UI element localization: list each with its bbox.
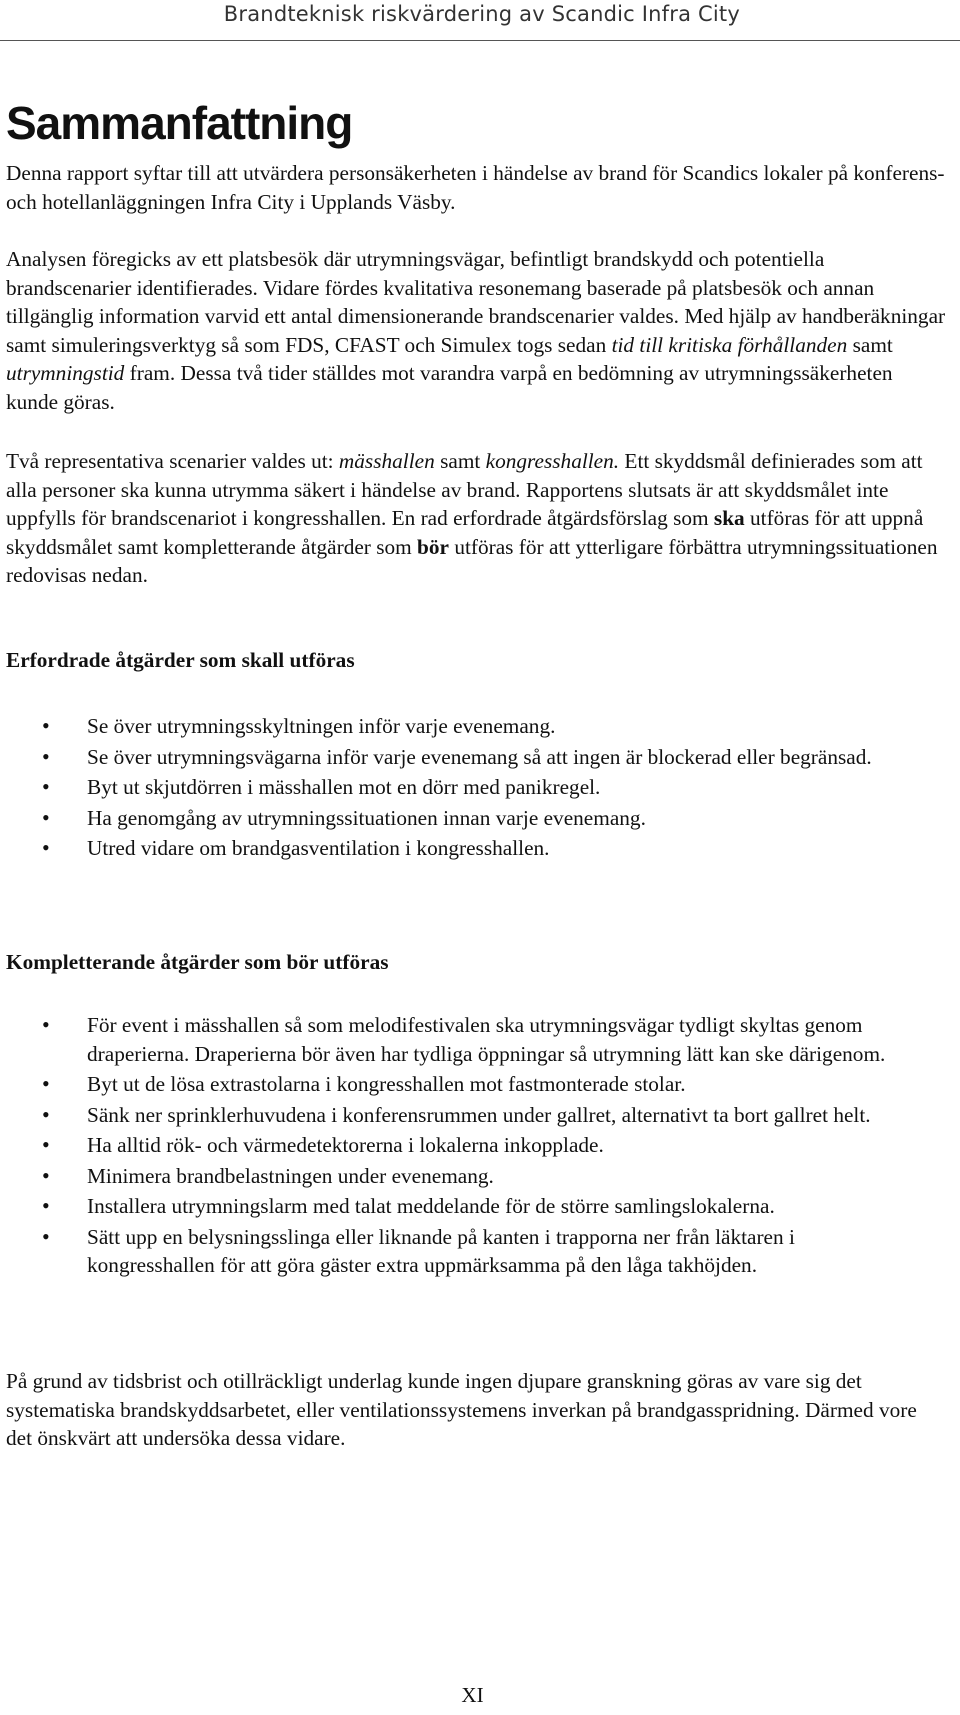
analysis-term-evacuation-time: utrymningstid <box>6 361 125 385</box>
list-item <box>0 1101 917 1130</box>
bullet-icon: • <box>42 1071 50 1096</box>
scenarios-term-ska: ska <box>713 506 745 530</box>
list-item <box>0 1131 917 1160</box>
list-item <box>0 743 917 772</box>
list-item <box>0 712 917 741</box>
list-item-text: Utred vidare om brandgasventilation i kongresshallen. <box>87 836 550 860</box>
complementary-actions-list <box>0 1011 950 1282</box>
bullet-icon: • <box>42 1193 50 1218</box>
analysis-text-1: Analysen föregicks av ett platsbesök där utrymningsvägar, befintligt brandskydd och potentiella brandscenarier identifierades. Vidare fördes kvalitativa resonemang baserade på platsbesök och annan tillgänglig information varvid ett antal dimensionerande brandscenarier valdes. Med hjälp av handberäkningar samt simuleringsverktyg så som FDS, CFAST och Simulex togs sedan <box>6 247 946 357</box>
scenarios-paragraph <box>6 447 946 590</box>
list-item <box>0 1070 917 1099</box>
analysis-term-critical-time: tid till kritiska förhållanden <box>611 332 848 357</box>
bullet-icon: • <box>42 713 50 738</box>
list-item <box>0 1223 917 1280</box>
analysis-paragraph <box>6 245 946 416</box>
list-item-text: Byt ut de lösa extrastolarna i kongresshallen mot fastmonterade stolar. <box>87 1072 686 1096</box>
conclusion-paragraph: På grund av tidsbrist och otillräckligt underlag kunde ingen djupare granskning göras av vare sig det systematiska brandskyddsarbetet, eller ventilationssystemens inverkan på brandgasspridning. Därmed vore det önskvärt att undersöka dessa vidare. <box>6 1369 917 1450</box>
bullet-icon: • <box>42 1223 50 1249</box>
list-item-text: För event i mässhallen så som melodifestivalen ska utrymningsvägar tydligt skyltas genom draperierna. Draperierna bör även har tydliga öppningar så utrymning lätt kan ske därigenom. <box>87 1013 886 1066</box>
scenarios-term-kongresshallen: kongresshallen. <box>485 449 620 473</box>
list-item-text: Sänk ner sprinklerhuvudena i konferensrummen under gallret, alternativt ta bort gallret helt. <box>87 1102 871 1127</box>
analysis-text-3: fram. Dessa två tider ställdes mot varandra varpå en bedömning av utrymningssäkerheten kunde göras. <box>6 361 893 414</box>
list-item <box>0 1192 917 1221</box>
list-item <box>0 1162 917 1191</box>
list-item-text: Ha genomgång av utrymningssituationen innan varje evenemang. <box>87 805 646 830</box>
intro-paragraph: Denna rapport syftar till att utvärdera personsäkerheten i händelse av brand för Scandics lokaler på konferens- och hotellanläggningen Infra City i Upplands Väsby. <box>6 161 945 214</box>
list-item <box>0 773 917 802</box>
running-header-title: Brandteknisk riskvärdering av Scandic Infra City <box>223 2 740 26</box>
scenarios-text-3: Ett skyddsmål definierades som att alla personer ska kunna utrymma säkert i händelse av brand. Rapportens slutsats är att skyddsmålet inte uppfylls för brandscenariot i kongresshallen. En rad erfordrade åtgärdsförslag som <box>6 449 923 530</box>
list-item-text: Byt ut skjutdörren i mässhallen mot en dörr med panikregel. <box>87 775 601 799</box>
list-item-text: Sätt upp en belysningsslinga eller liknande på kanten i trapporna ner från läktaren i kongresshallen för att göra gäster extra uppmärksamma på den låga takhöjden. <box>87 1224 795 1277</box>
scenarios-text-2: samt <box>434 449 486 473</box>
required-actions-heading: Erfordrade åtgärder som skall utföras <box>6 648 355 672</box>
bullet-icon: • <box>42 1132 50 1157</box>
list-item-text: Ha alltid rök- och värmedetektorerna i lokalerna inkopplade. <box>87 1133 604 1157</box>
list-item-text: Se över utrymningsvägarna inför varje evenemang så att ingen är blockerad eller begränsad. <box>87 744 872 769</box>
required-actions-list <box>0 712 950 865</box>
scenarios-term-bor: bör <box>417 534 449 559</box>
bullet-icon: • <box>42 804 50 830</box>
bullet-icon: • <box>42 1162 50 1188</box>
scenarios-text-1: Två representativa scenarier valdes ut: <box>6 449 339 473</box>
list-item-text: Installera utrymningslarm med talat meddelande för de större samlingslokalerna. <box>87 1194 775 1218</box>
bullet-icon: • <box>42 743 50 769</box>
list-item <box>0 804 917 833</box>
running-header <box>0 0 960 41</box>
list-item-text: Minimera brandbelastningen under evenemang. <box>87 1163 494 1188</box>
scenarios-term-masshallen: mässhallen <box>338 449 435 473</box>
scenarios-text-5: utföras för att ytterligare förbättra utrymningssituationen redovisas nedan. <box>6 534 938 587</box>
bullet-icon: • <box>42 774 50 799</box>
scenarios-text-4: utföras för att uppnå skyddsmålet samt kompletterande åtgärder som <box>6 506 924 559</box>
complementary-actions-heading: Kompletterande åtgärder som bör utföras <box>6 950 389 974</box>
page-title: Sammanfattning <box>6 97 353 149</box>
page-number: XI <box>461 1683 484 1707</box>
bullet-icon: • <box>42 1101 50 1127</box>
list-item <box>0 834 917 863</box>
bullet-icon: • <box>42 1012 50 1037</box>
list-item <box>0 1011 917 1068</box>
bullet-icon: • <box>42 835 50 860</box>
list-item-text: Se över utrymningsskyltningen inför varje evenemang. <box>87 714 556 738</box>
analysis-text-2: samt <box>847 332 893 357</box>
